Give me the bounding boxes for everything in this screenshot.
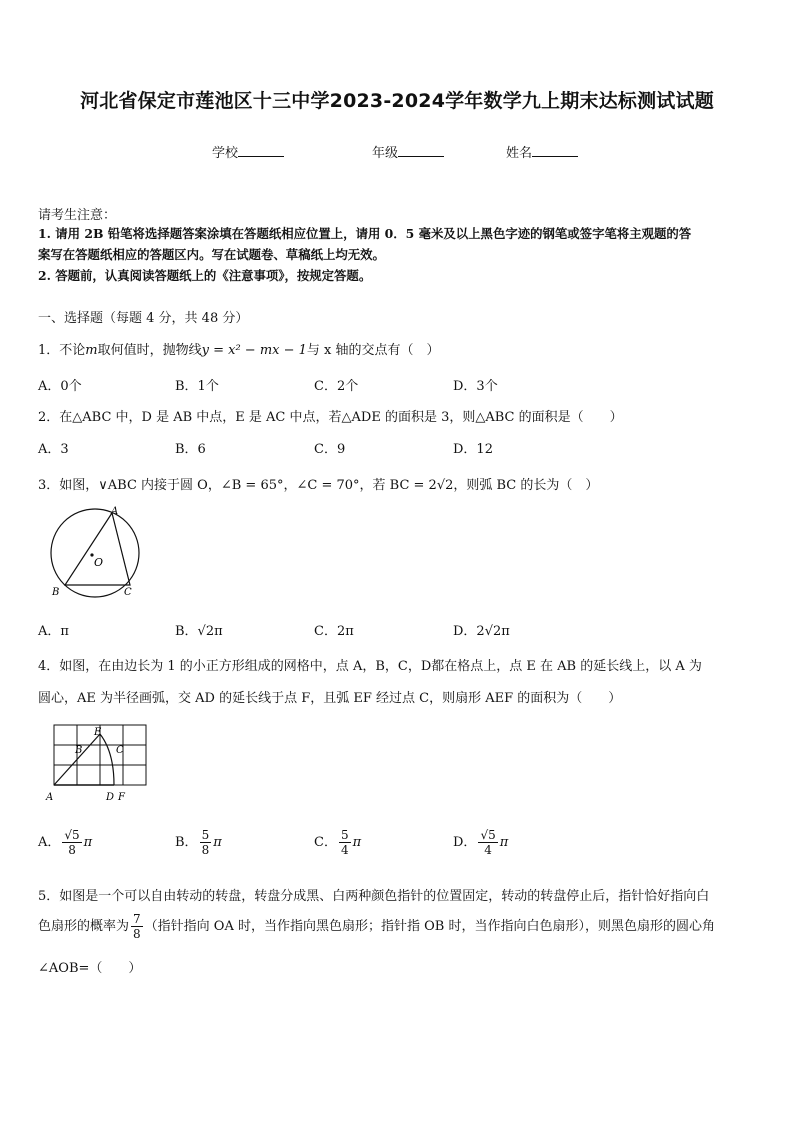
q3-label-o: O bbox=[94, 556, 104, 569]
q3-option-c: C．2π bbox=[314, 624, 354, 639]
grade-field bbox=[372, 142, 444, 161]
notice-heading: 请考生注意： bbox=[38, 208, 117, 223]
school-field bbox=[212, 142, 284, 161]
q1-option-b: B．1个 bbox=[175, 379, 219, 394]
q3-circle bbox=[51, 509, 139, 597]
q4-label-e: E bbox=[94, 727, 102, 738]
name-blank bbox=[532, 144, 578, 157]
q4-label-b: B bbox=[75, 745, 83, 756]
q1-option-c: C．2个 bbox=[314, 379, 359, 394]
q4-option-c: C． $\frac{5}{4}$ π bbox=[314, 828, 362, 857]
q4-label-a: A bbox=[46, 792, 54, 803]
q1-post: 与 x 轴的交点有（ ） bbox=[306, 343, 440, 358]
notice-line-2: 案写在答题纸相应的答题区内。写在试题卷、草稿纸上均无效。 bbox=[38, 247, 385, 262]
q2-option-a: A．3 bbox=[38, 442, 69, 457]
school-label: 学校 bbox=[212, 146, 239, 161]
question-2: 2．在△ABC 中，D 是 AB 中点，E 是 AC 中点，若△ADE 的面积是 3，则△ABC 的面积是（ ） bbox=[38, 410, 623, 425]
question-4-line-1: 4．如图，在由边长为 1 的小正方形组成的网格中，点 A，B，C，D都在格点上，点 E 在 AB 的延长线上，以 A 为 bbox=[38, 659, 702, 674]
q3-option-a: A．π bbox=[38, 624, 69, 639]
q1-option-a: A．0个 bbox=[38, 379, 82, 394]
q3-circle-figure bbox=[40, 503, 150, 599]
name-field bbox=[506, 142, 578, 161]
name-label: 姓名 bbox=[506, 146, 533, 161]
school-blank bbox=[238, 144, 284, 157]
q4-label-c: C bbox=[116, 745, 124, 756]
question-1 bbox=[38, 339, 440, 358]
q3-option-d: D．2√2π bbox=[453, 624, 510, 639]
grade-label: 年级 bbox=[372, 146, 399, 161]
q1-pre: 1．不论 bbox=[38, 343, 86, 358]
q4-option-b: B． $\frac{5}{8}$ π bbox=[175, 828, 222, 857]
q1-expression: y = x² − mx − 1 bbox=[201, 343, 307, 358]
grade-blank bbox=[398, 144, 444, 157]
page-title: 河北省保定市莲池区十三中学2023-2024学年数学九上期末达标测试试题 bbox=[80, 90, 714, 112]
q4-label-d: D bbox=[106, 792, 115, 803]
q3-option-b: B．√2π bbox=[175, 624, 223, 639]
q1-option-d: D．3个 bbox=[453, 379, 498, 394]
q3-triangle bbox=[65, 513, 130, 585]
question-5-line-2: 色扇形的概率为 $\frac{7}{8}$ （指针指向 OA 时，当作指向黑色扇形；指针指 OB 时，当作指向白色扇形），则黑色扇形的圆心角 bbox=[38, 912, 715, 941]
q4-arc-ef bbox=[100, 734, 114, 785]
q3-label-a: A bbox=[111, 506, 119, 517]
q3-label-b: B bbox=[52, 587, 60, 598]
q2-option-c: C．9 bbox=[314, 442, 346, 457]
q4-option-d: D． $\frac{√5}{4}$ π bbox=[453, 828, 509, 857]
question-3: 3．如图，∨ABC 内接于圆 O，∠B = 65°，∠C = 70°，若 BC = 2√2，则弧 BC 的长为（ ） bbox=[38, 478, 599, 493]
q1-mid: 取何值时，抛物线 bbox=[97, 343, 202, 358]
q2-option-d: D．12 bbox=[453, 442, 493, 457]
q4-label-f: F bbox=[118, 792, 125, 803]
q2-option-b: B．6 bbox=[175, 442, 206, 457]
notice-line-1: 1. 请用 2B 铅笔将选择题答案涂填在答题纸相应位置上，请用 0．5 毫米及以上黑色字迹的钢笔或签字笔将主观题的答 bbox=[38, 226, 692, 241]
question-4-line-2: 圆心，AE 为半径画弧，交 AD 的延长线于点 F，且弧 EF 经过点 C，则扇形 AEF 的面积为（ ） bbox=[38, 691, 622, 706]
section-heading: 一、选择题（每题 4 分，共 48 分） bbox=[38, 311, 249, 326]
q4-grid-figure bbox=[42, 722, 152, 806]
question-5-line-1: 5．如图是一个可以自由转动的转盘，转盘分成黑、白两种颜色指针的位置固定，转动的转盘停止后，指针恰好指向白 bbox=[38, 889, 710, 904]
q1-m: m bbox=[85, 343, 98, 358]
q3-label-c: C bbox=[124, 587, 132, 598]
notice-line-3: 2. 答题前，认真阅读答题纸上的《注意事项》，按规定答题。 bbox=[38, 268, 372, 283]
question-5-line-3: ∠AOB=（ ） bbox=[38, 961, 142, 976]
q4-option-a: A． $\frac{√5}{8}$ π bbox=[38, 828, 93, 857]
